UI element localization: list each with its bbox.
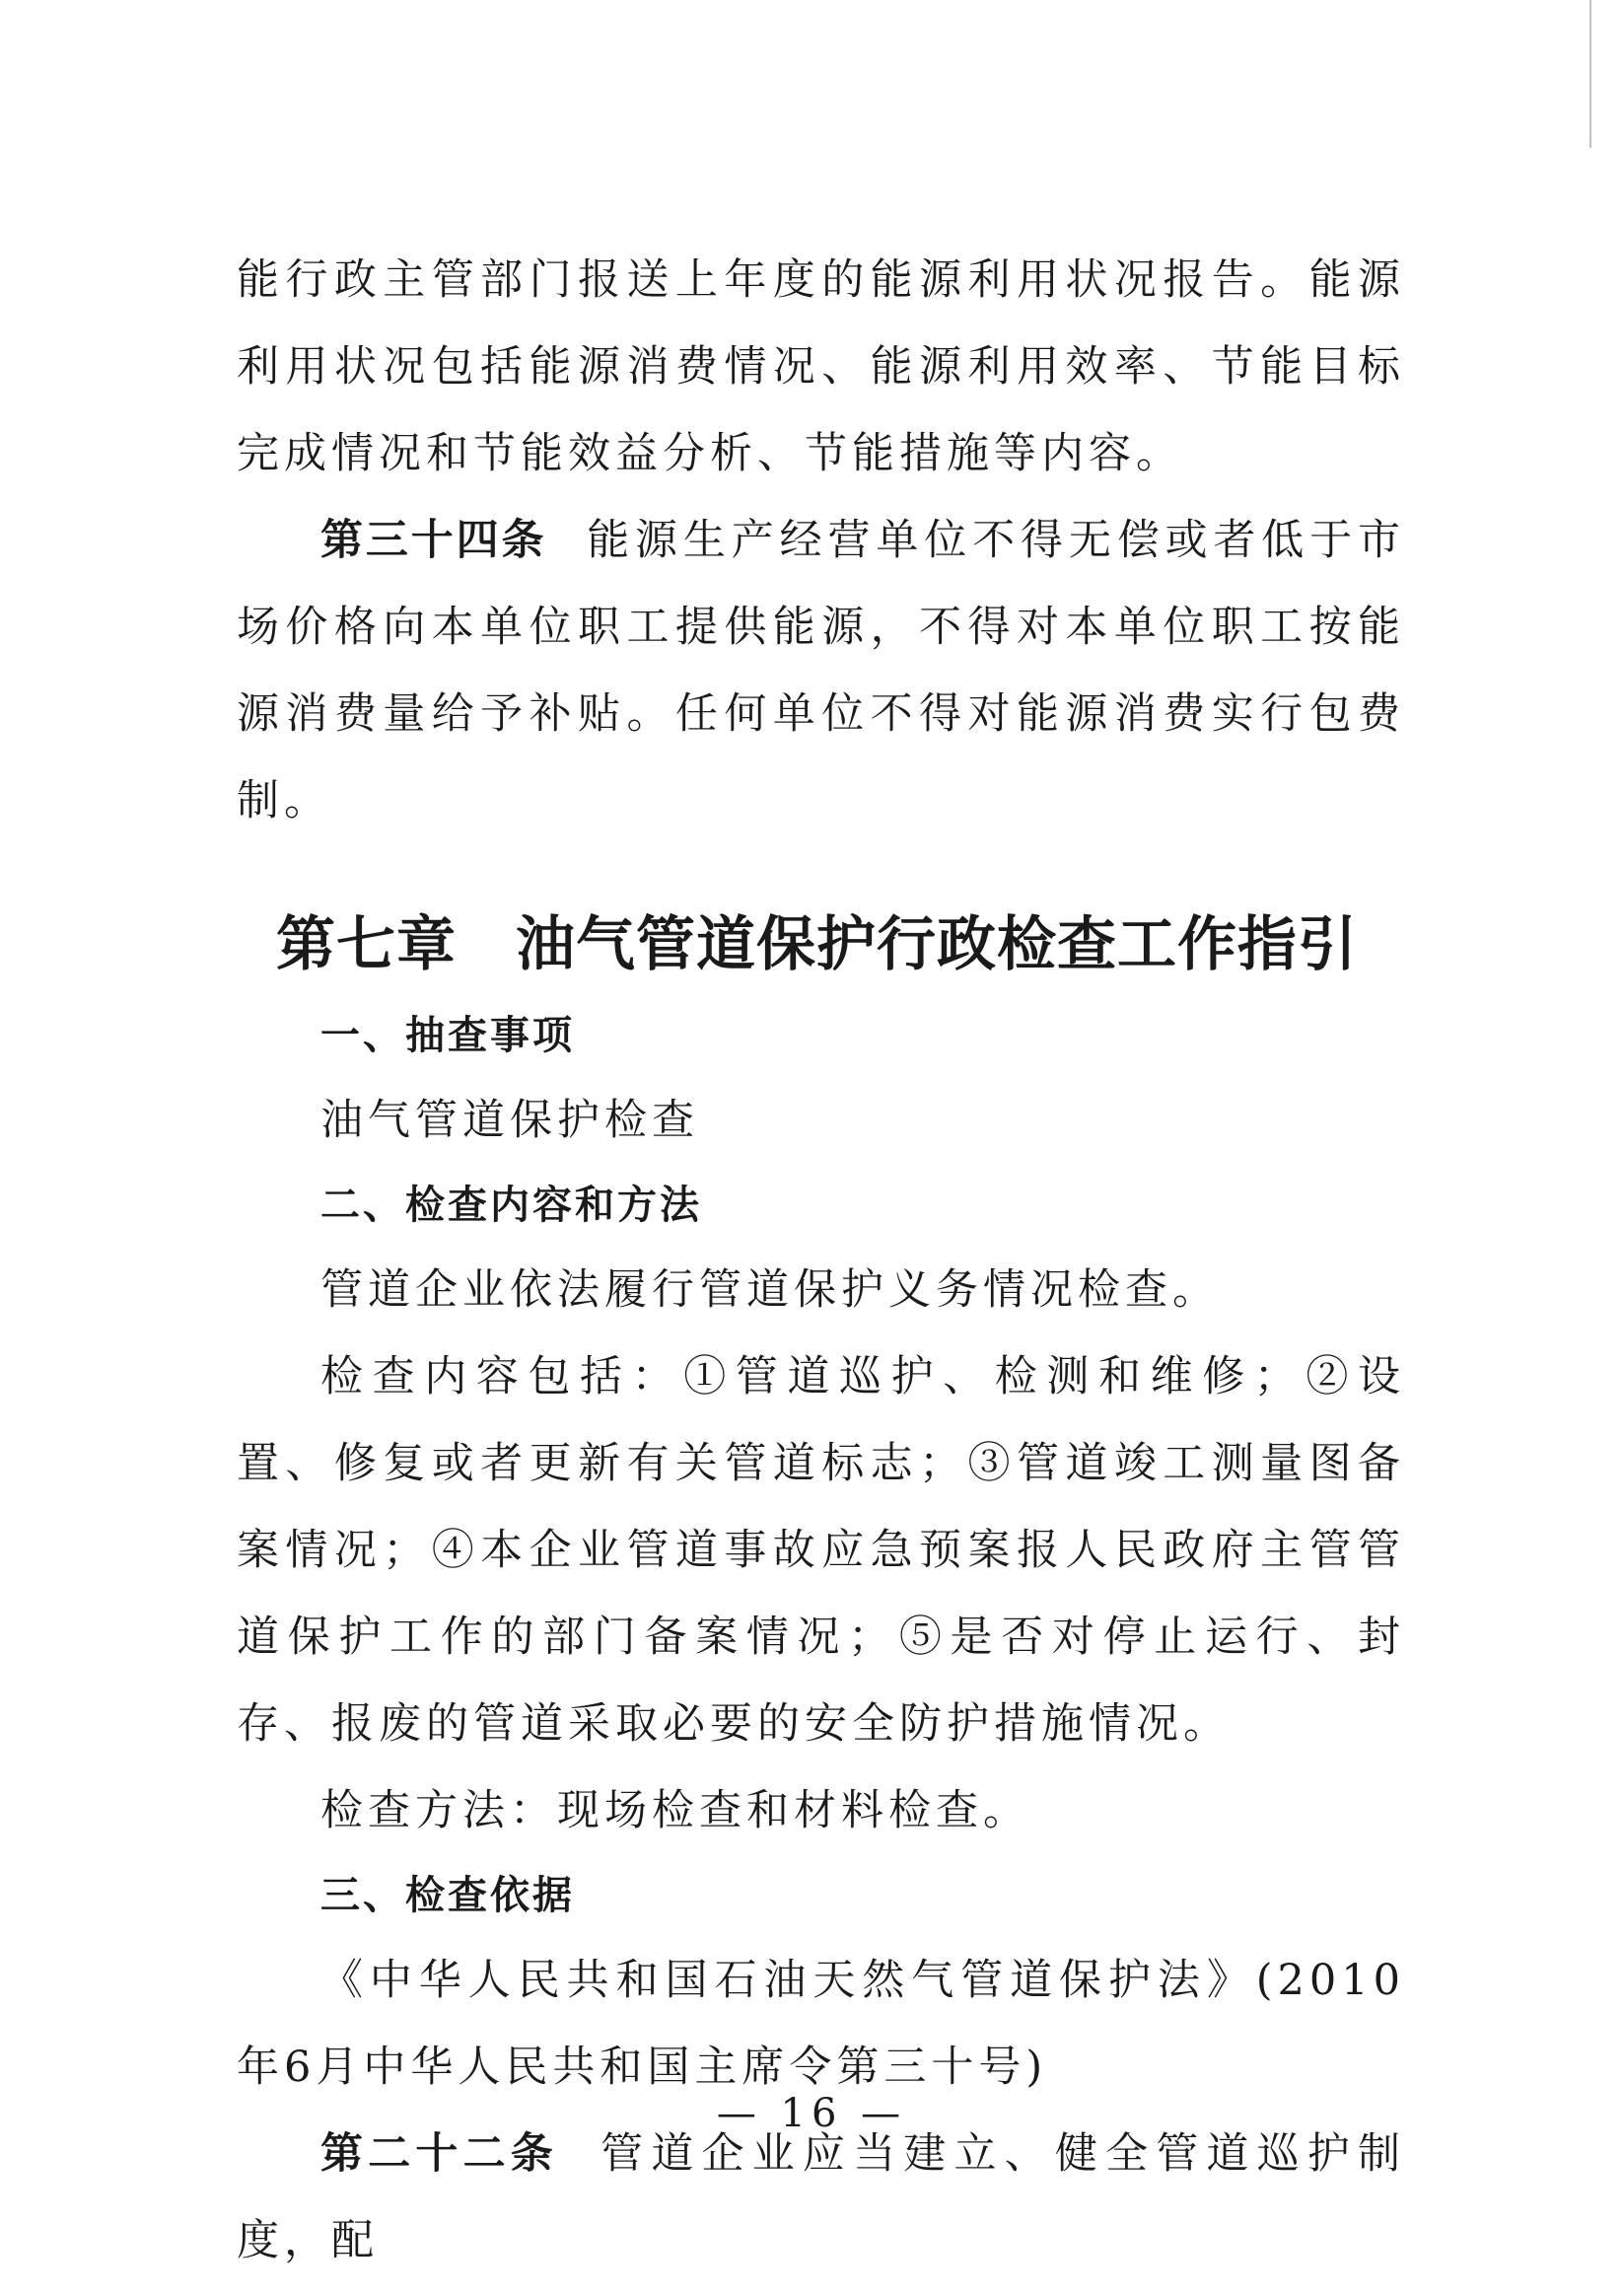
section-2-body-2: 检查内容包括：①管道巡护、检测和维修；②设置、修复或者更新有关管道标志；③管道竣工测量图备案情况；④本企业管道事故应急预案报人民政府主管管道保护工作的部门备案情况；⑤是否对停止运行、封存、报废的管道采取必要的安全防护措施情况。: [237, 1352, 1405, 1749]
section-1-body: 油气管道保护检查: [320, 1096, 699, 1145]
chapter-name: 油气管道保护行政检查工作指引: [516, 910, 1358, 979]
article-34-text: 能源生产经营单位不得无偿或者低于市场价格向本单位职工提供能源，不得对本单位职工按能源消费量给予补贴。任何单位不得对能源消费实行包费制。: [237, 516, 1406, 825]
section-1-heading: 一、抽查事项: [320, 1013, 575, 1058]
section-2-body-3: 检查方法：现场检查和材料检查。: [320, 1786, 1030, 1835]
chapter-title: [276, 896, 1405, 994]
article-34: [237, 497, 1405, 844]
article-22-text: 管道企业应当建立、健全管道巡护制度，配: [237, 2129, 1406, 2265]
section-3-body: 《中华人民共和国石油天然气管道保护法》(2010年6月中华人民共和国主席令第三十号): [237, 1956, 1405, 2092]
page-content: [237, 237, 1405, 2284]
article-22-label: 第二十二条: [320, 2129, 558, 2179]
section-2-heading: 二、检查内容和方法: [320, 1183, 702, 1228]
page-number: — 16 —: [716, 2091, 907, 2136]
article-34-label: 第三十四条: [320, 516, 547, 565]
scan-edge-mark: [1589, 0, 1591, 148]
section-3-heading: 三、检查依据: [320, 1873, 575, 1918]
paragraph-energy-report: 能行政主管部门报送上年度的能源利用状况报告。能源利用状况包括能源消费情况、能源利用效率、节能目标完成情况和节能效益分析、节能措施等内容。: [237, 255, 1405, 478]
article-22: [237, 2111, 1405, 2284]
chapter-number: 第七章: [276, 910, 457, 979]
section-2-body-1: 管道企业依法履行管道保护义务情况检查。: [320, 1265, 1220, 1315]
